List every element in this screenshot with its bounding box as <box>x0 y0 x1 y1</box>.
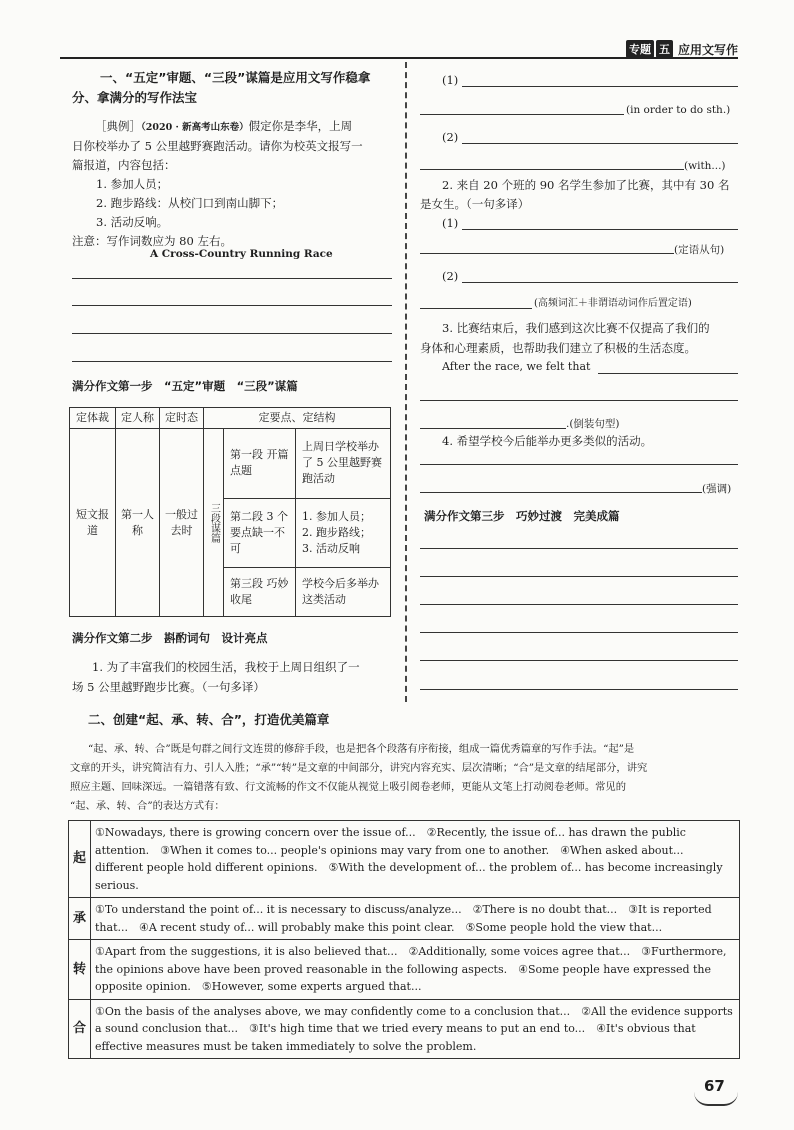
plan-part-3: 第三段 巧妙收尾 <box>224 568 296 617</box>
plan-part-2: 第二段 3 个要点缺一不可 <box>224 498 296 568</box>
answer-line[interactable] <box>462 229 738 230</box>
writing-line[interactable] <box>420 548 738 549</box>
q4-hint: (强调) <box>702 483 732 495</box>
q2-answer-a-label: (1) <box>442 216 459 230</box>
answer-line[interactable] <box>598 373 738 374</box>
row-key-zhuan: 转 <box>69 940 91 1000</box>
column-divider <box>405 62 407 702</box>
plan-tense: 一般过去时 <box>160 429 204 617</box>
requirement-item-2: 2. 跑步路线：从校门口到南山脚下； <box>96 196 284 210</box>
section2-title: 二、创建“起、承、转、合”，打造优美篇章 <box>88 712 330 727</box>
table-row <box>69 898 740 940</box>
q3-line2: 身体和心理素质，也帮助我们建立了积极的生活态度。 <box>420 341 696 355</box>
writing-line[interactable] <box>72 278 392 279</box>
intro-line-3: 照应主题、回味深远。一篇错落有致、行文流畅的作文不仅能从视觉上吸引阅卷老师，更能从文笔上打动阅卷老师。常见的 <box>70 781 627 793</box>
requirement-item-3: 3. 活动反响。 <box>96 215 169 229</box>
plan-part-1: 第一段 开篇点题 <box>224 429 296 499</box>
q3-hint: .(倒装句型) <box>566 418 620 430</box>
plan-header-tense: 定时态 <box>160 408 204 429</box>
chapter-header <box>626 40 738 58</box>
plan-header-structure: 定要点、定结构 <box>204 408 391 429</box>
q4-line: 4. 希望学校今后能举办更多类似的活动。 <box>442 434 653 448</box>
chapter-title: 应用文写作 <box>677 42 738 57</box>
expression-table <box>68 820 740 1059</box>
q3-line1: 3. 比赛结束后，我们感到这次比赛不仅提高了我们的 <box>442 321 710 335</box>
q1-line2: 场 5 公里越野跑步比赛。（一句多译） <box>72 680 265 694</box>
plan-person: 第一人称 <box>116 429 160 617</box>
page-ornament <box>694 1092 738 1106</box>
row-key-qi: 起 <box>69 821 91 898</box>
intro-line-2: 文章的开头，讲究简洁有力、引人入胜；“承”“转”是文章的中间部分，讲究内容充实、层次清晰；“合”是文章的结尾部分，讲究 <box>70 762 648 774</box>
table-row <box>69 940 740 1000</box>
planning-table <box>69 407 391 617</box>
step3-title: 满分作文第三步 巧妙过渡 完美成篇 <box>424 509 620 523</box>
word-count-note: 注意：写作词数应为 80 左右。 <box>72 234 232 248</box>
header-rule <box>60 57 738 59</box>
example-label: ［典例］ <box>95 119 141 133</box>
section1-title-line2: 分、拿满分的写作法宝 <box>72 90 198 105</box>
answer-line[interactable] <box>462 86 738 87</box>
plan-content-3: 学校今后多举办这类活动 <box>296 568 391 617</box>
chapter-tag-1: 专题 <box>626 40 654 58</box>
q1-line1: 1. 为了丰富我们的校园生活，我校于上周日组织了一 <box>92 660 360 674</box>
answer-line[interactable] <box>420 308 532 309</box>
row-key-he: 合 <box>69 999 91 1059</box>
q2-line1: 2. 来自 20 个班的 90 名学生参加了比赛，其中有 30 名 <box>442 178 730 192</box>
writing-line[interactable] <box>72 333 392 334</box>
answer-line[interactable] <box>420 253 674 254</box>
q2-hint-a: (定语从句) <box>674 244 725 256</box>
q2-line2: 是女生。（一句多译） <box>420 197 530 211</box>
answer-line[interactable] <box>462 143 738 144</box>
plan-content-2: 1. 参加人员； 2. 跑步路线； 3. 活动反响 <box>296 498 391 568</box>
row-key-cheng: 承 <box>69 898 91 940</box>
answer-line[interactable] <box>420 114 624 115</box>
answer-line[interactable] <box>420 428 566 429</box>
writing-line[interactable] <box>420 660 738 661</box>
q1-hint-a: (in order to do sth.) <box>626 104 731 116</box>
section2-intro <box>70 740 740 816</box>
q1-hint-b: (with...) <box>684 160 726 172</box>
example-line3: 篇报道，内容包括： <box>72 158 176 172</box>
row-text-he: ①On the basis of the analyses above, we may confidently come to a conclusion that... ②All the evidence supports a sound conclusion that... ③It's high time that we tried every means to put an end to... ④It's obvious that effective measures must be taken immediately to solve the problem. <box>91 999 740 1059</box>
example-line2: 日你校举办了 5 公里越野赛跑活动。请你为校英文报写一 <box>72 139 363 153</box>
example-line1 <box>95 116 395 138</box>
answer-line[interactable] <box>462 282 738 283</box>
plan-header-person: 定人称 <box>116 408 160 429</box>
example-text1: 假定你是李华，上周 <box>248 119 353 133</box>
plan-content-1: 上周日学校举办了 5 公里越野赛跑活动 <box>296 429 391 499</box>
writing-line[interactable] <box>420 604 738 605</box>
writing-line[interactable] <box>420 576 738 577</box>
row-text-qi: ①Nowadays, there is growing concern over the issue of... ②Recently, the issue of... has drawn the public attention. ③When it comes to... people's opinions may vary from one to another. ④When asked about... different people hold different opinions. ⑤With the development of... the problem of... has become increasingly serious. <box>91 821 740 898</box>
q2-answer-b-label: (2) <box>442 269 459 283</box>
chapter-tag-2: 五 <box>656 40 673 58</box>
writing-line[interactable] <box>420 689 738 690</box>
plan-header-genre: 定体裁 <box>70 408 116 429</box>
page-number: 67 <box>704 1077 725 1095</box>
answer-line[interactable] <box>420 464 738 465</box>
plan-structure-label: 三段谋篇 <box>204 429 224 617</box>
example-source: （2020 · 新高考山东卷） <box>141 122 249 133</box>
section1-title-line1: 一、“五定”审题、“三段”谋篇是应用文写作稳拿 <box>100 70 371 85</box>
row-text-cheng: ①To understand the point of... it is necessary to discuss/analyze... ②There is no doubt that... ③It is reported that... ④A recent study of... will probably make this point clear. ⑤Some people hold the view that... <box>91 898 740 940</box>
writing-line[interactable] <box>72 305 392 306</box>
intro-line-1: “起、承、转、合”既是句群之间行文连贯的修辞手段，也是把各个段落有序衔接，组成一篇优秀篇章的写作手法。“起”是 <box>88 743 635 755</box>
step1-title: 满分作文第一步 “五定”审题 “三段”谋篇 <box>72 379 298 393</box>
intro-line-4: “起、承、转、合”的表达方式有： <box>70 800 225 812</box>
table-row <box>69 821 740 898</box>
essay-title: A Cross-Country Running Race <box>150 248 333 260</box>
plan-genre: 短文报道 <box>70 429 116 617</box>
writing-line[interactable] <box>72 361 392 362</box>
q1-answer-a-label: (1) <box>442 73 459 87</box>
q2-hint-b: (高频词汇＋非谓语动词作后置定语) <box>534 298 692 309</box>
step2-title: 满分作文第二步 斟酌词句 设计亮点 <box>72 631 268 645</box>
row-text-zhuan: ①Apart from the suggestions, it is also believed that... ②Additionally, some voices agree that... ③Furthermore, the opinions above have been proved reasonable in the following aspects. ④Some people have expressed the opposite opinion. ⑤However, some experts argued that... <box>91 940 740 1000</box>
table-row <box>69 999 740 1059</box>
writing-line[interactable] <box>420 632 738 633</box>
requirement-item-1: 1. 参加人员； <box>96 177 169 191</box>
answer-line[interactable] <box>420 400 738 401</box>
q3-start: After the race, we felt that <box>442 360 591 373</box>
answer-line[interactable] <box>420 492 702 493</box>
q1-answer-b-label: (2) <box>442 130 459 144</box>
answer-line[interactable] <box>420 169 684 170</box>
